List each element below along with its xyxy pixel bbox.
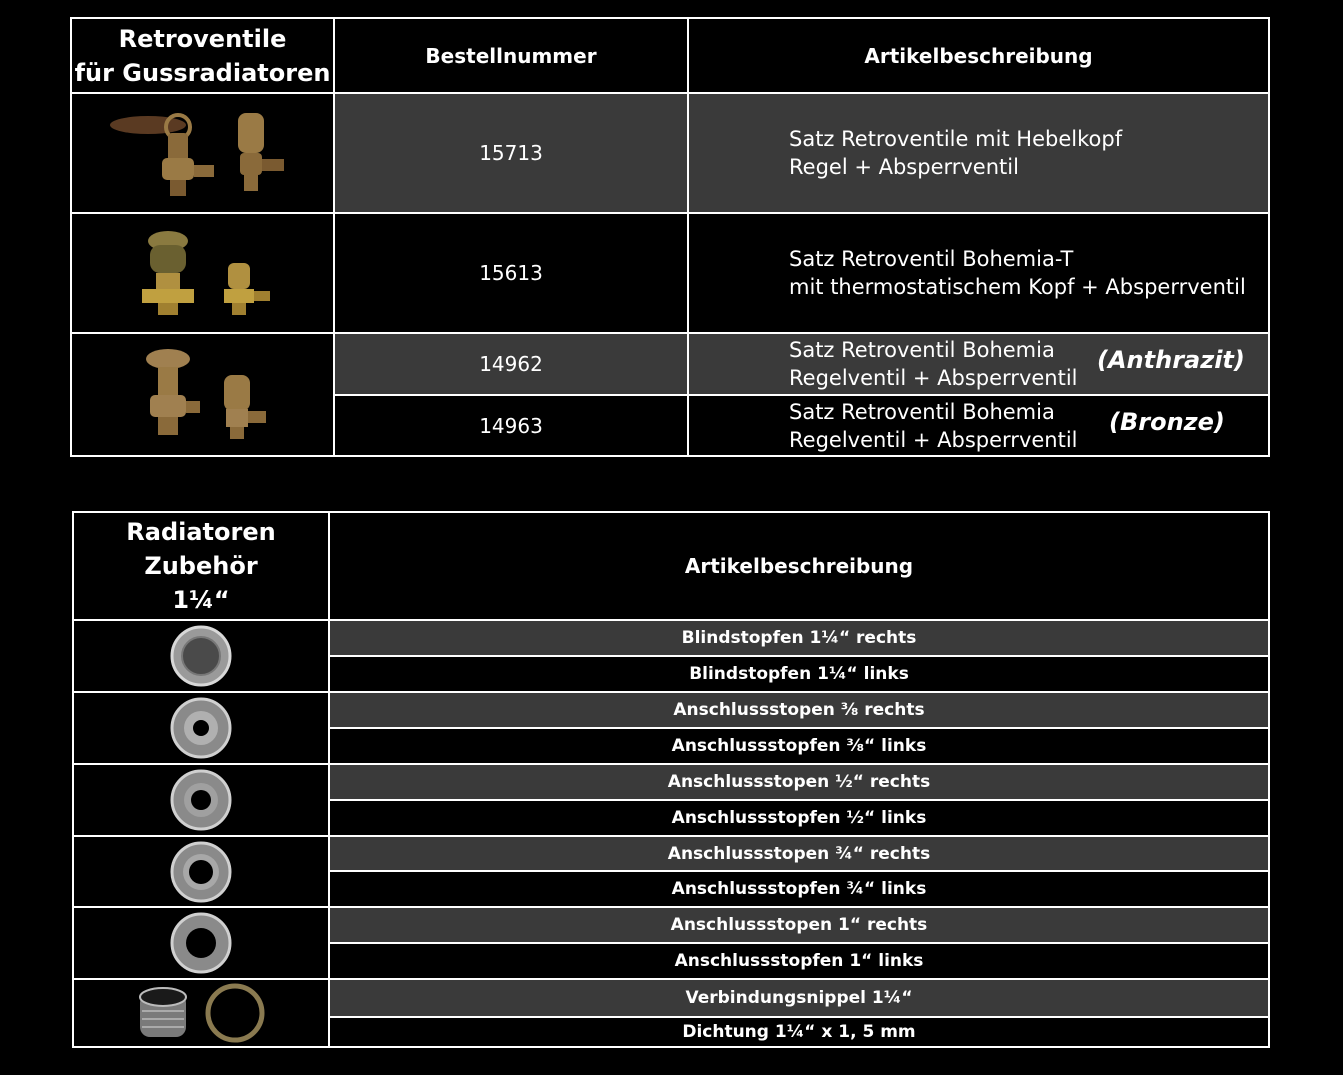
description-line: Satz Retroventil Bohemia — [789, 399, 1055, 424]
order-number-header: Bestellnummer — [335, 19, 687, 92]
description-line: Regelventil + Absperrventil — [789, 366, 1078, 390]
description-line: Satz Retroventile mit Hebelkopf — [789, 127, 1123, 151]
valves-header-title-line2: für Gussradiatoren — [74, 58, 331, 87]
color-tag: (Anthrazit) — [1097, 346, 1245, 374]
accessory-row: Anschlussstopfen 1“ links — [330, 944, 1268, 978]
valves-header-title-line1: Retroventile — [118, 24, 287, 53]
description-line: Regel + Absperrventil — [789, 155, 1019, 179]
description-line: Satz Retroventil Bohemia — [789, 338, 1055, 362]
accessories-header-line1: Radiatoren — [126, 518, 276, 546]
description-line: mit thermostatischem Kopf + Absperrventil — [789, 275, 1246, 299]
order-number: 14963 — [335, 396, 687, 455]
accessories-header-line2: Zubehör — [144, 552, 258, 580]
accessory-row: Anschlussstopen ¾“ rechts — [330, 837, 1268, 870]
color-tag: (Bronze) — [1109, 408, 1225, 436]
accessory-row: Anschlussstopen ½“ rechts — [330, 765, 1268, 799]
accessories-description-header: Artikelbeschreibung — [330, 513, 1268, 619]
accessory-row: Anschlussstopfen ½“ links — [330, 801, 1268, 835]
accessory-row: Blindstopfen 1¼“ links — [330, 657, 1268, 691]
accessory-row: Anschlussstopfen ⅜“ links — [330, 729, 1268, 763]
description-header: Artikelbeschreibung — [689, 19, 1268, 92]
accessory-row: Blindstopfen 1¼“ rechts — [330, 621, 1268, 655]
accessory-row: Verbindungsnippel 1¼“ — [330, 980, 1268, 1016]
accessory-row: Dichtung 1¼“ x 1, 5 mm — [330, 1018, 1268, 1046]
description-line: Satz Retroventil Bohemia-T — [789, 247, 1074, 271]
accessory-row: Anschlussstopfen ¾“ links — [330, 872, 1268, 906]
description-line: Regelventil + Absperrventil — [789, 427, 1078, 452]
accessories-header-line3: 1¼“ — [172, 586, 230, 614]
order-number: 15713 — [335, 94, 687, 212]
order-number: 15613 — [335, 214, 687, 332]
accessory-row: Anschlussstopen ⅜ rechts — [330, 693, 1268, 727]
accessory-row: Anschlussstopen 1“ rechts — [330, 908, 1268, 942]
order-number: 14962 — [335, 334, 687, 394]
